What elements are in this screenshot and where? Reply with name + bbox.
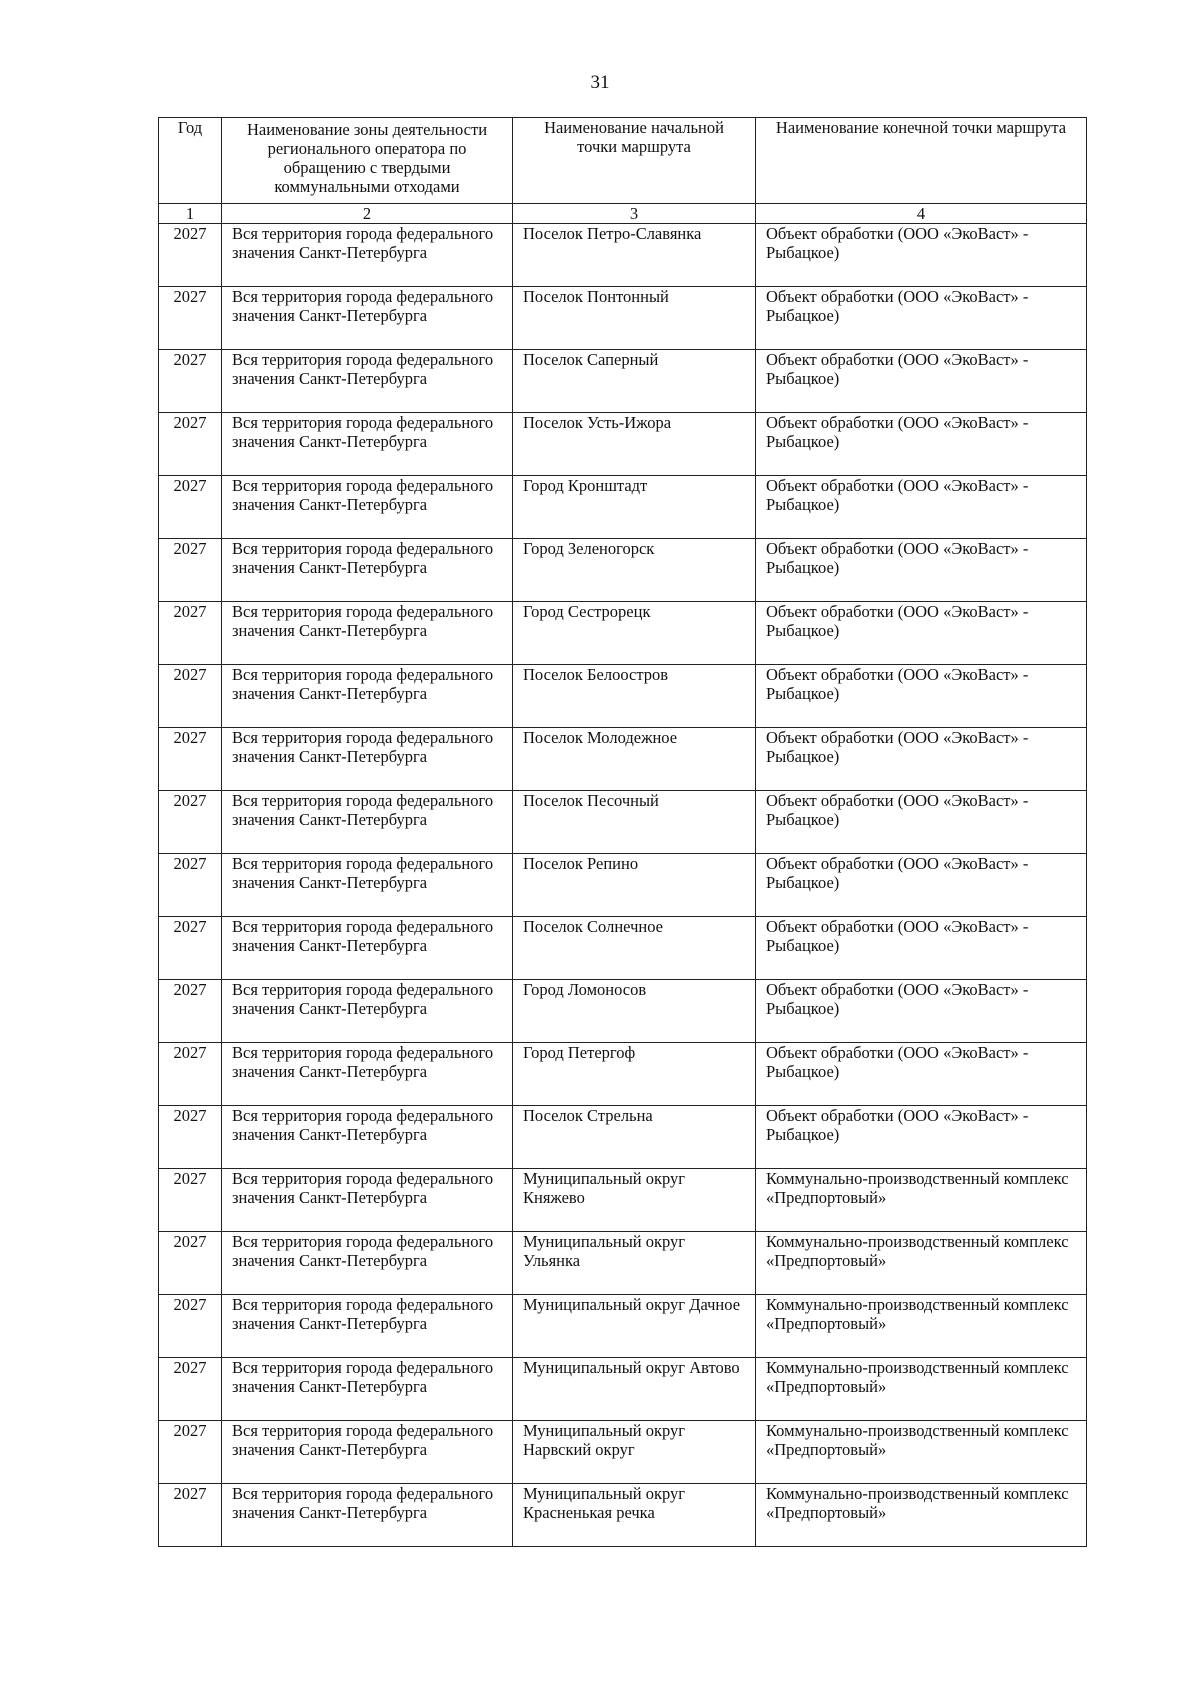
zone-cell: Вся территория города федерального значения Санкт-Петербурга xyxy=(222,413,513,476)
end-point-cell: Коммунально-производственный комплекс «Предпортовый» xyxy=(756,1232,1087,1295)
start-point-cell: Поселок Петро-Славянка xyxy=(513,224,756,287)
start-point-cell: Поселок Усть-Ижора xyxy=(513,413,756,476)
start-point-cell: Поселок Молодежное xyxy=(513,728,756,791)
zone-cell: Вся территория города федерального значения Санкт-Петербурга xyxy=(222,224,513,287)
end-point-cell: Объект обработки (ООО «ЭкоВаст» - Рыбацкое) xyxy=(756,665,1087,728)
zone-cell: Вся территория города федерального значения Санкт-Петербурга xyxy=(222,1232,513,1295)
year-cell: 2027 xyxy=(159,1484,222,1547)
year-cell: 2027 xyxy=(159,413,222,476)
end-point-cell: Объект обработки (ООО «ЭкоВаст» - Рыбацкое) xyxy=(756,350,1087,413)
table-row xyxy=(159,350,1087,413)
page-number: 31 xyxy=(590,72,610,93)
zone-cell: Вся территория города федерального значения Санкт-Петербурга xyxy=(222,1358,513,1421)
year-cell: 2027 xyxy=(159,917,222,980)
end-point-cell: Объект обработки (ООО «ЭкоВаст» - Рыбацкое) xyxy=(756,602,1087,665)
header-zone: Наименование зоны деятельности регионального оператора по обращению с твердыми коммунальными отходами xyxy=(222,118,513,204)
zone-cell: Вся территория города федерального значения Санкт-Петербурга xyxy=(222,791,513,854)
start-point-cell: Муниципальный округ Дачное xyxy=(513,1295,756,1358)
end-point-cell: Объект обработки (ООО «ЭкоВаст» - Рыбацкое) xyxy=(756,980,1087,1043)
end-point-cell: Объект обработки (ООО «ЭкоВаст» - Рыбацкое) xyxy=(756,224,1087,287)
table-row xyxy=(159,1358,1087,1421)
zone-cell: Вся территория города федерального значения Санкт-Петербурга xyxy=(222,728,513,791)
year-cell: 2027 xyxy=(159,476,222,539)
start-point-cell: Поселок Стрельна xyxy=(513,1106,756,1169)
column-number: 2 xyxy=(222,204,513,224)
table-body xyxy=(159,224,1087,1547)
column-number: 3 xyxy=(513,204,756,224)
year-cell: 2027 xyxy=(159,224,222,287)
start-point-cell: Город Зеленогорск xyxy=(513,539,756,602)
table-header-row xyxy=(159,118,1087,204)
start-point-cell: Муниципальный округ Нарвский округ xyxy=(513,1421,756,1484)
table-row xyxy=(159,854,1087,917)
start-point-cell: Поселок Понтонный xyxy=(513,287,756,350)
column-number: 4 xyxy=(756,204,1087,224)
start-point-cell: Город Петергоф xyxy=(513,1043,756,1106)
table-row xyxy=(159,539,1087,602)
year-cell: 2027 xyxy=(159,728,222,791)
start-point-cell: Муниципальный округ Ульянка xyxy=(513,1232,756,1295)
year-cell: 2027 xyxy=(159,1106,222,1169)
end-point-cell: Объект обработки (ООО «ЭкоВаст» - Рыбацкое) xyxy=(756,413,1087,476)
start-point-cell: Муниципальный округ Автово xyxy=(513,1358,756,1421)
table-row xyxy=(159,1106,1087,1169)
year-cell: 2027 xyxy=(159,1295,222,1358)
zone-cell: Вся территория города федерального значения Санкт-Петербурга xyxy=(222,1106,513,1169)
table-row xyxy=(159,224,1087,287)
table-row xyxy=(159,1232,1087,1295)
column-number: 1 xyxy=(159,204,222,224)
table-row xyxy=(159,1421,1087,1484)
table-row xyxy=(159,665,1087,728)
start-point-cell: Поселок Солнечное xyxy=(513,917,756,980)
zone-cell: Вся территория города федерального значения Санкт-Петербурга xyxy=(222,1421,513,1484)
year-cell: 2027 xyxy=(159,791,222,854)
table-row xyxy=(159,791,1087,854)
start-point-cell: Город Кронштадт xyxy=(513,476,756,539)
table-row xyxy=(159,917,1087,980)
start-point-cell: Поселок Саперный xyxy=(513,350,756,413)
zone-cell: Вся территория города федерального значения Санкт-Петербурга xyxy=(222,1169,513,1232)
column-number-row xyxy=(159,204,1087,224)
table-row xyxy=(159,1169,1087,1232)
table-row xyxy=(159,1484,1087,1547)
year-cell: 2027 xyxy=(159,287,222,350)
year-cell: 2027 xyxy=(159,1421,222,1484)
zone-cell: Вся территория города федерального значения Санкт-Петербурга xyxy=(222,476,513,539)
table-row xyxy=(159,980,1087,1043)
start-point-cell: Город Сестрорецк xyxy=(513,602,756,665)
zone-cell: Вся территория города федерального значения Санкт-Петербурга xyxy=(222,665,513,728)
zone-cell: Вся территория города федерального значения Санкт-Петербурга xyxy=(222,539,513,602)
year-cell: 2027 xyxy=(159,1043,222,1106)
start-point-cell: Муниципальный округ Красненькая речка xyxy=(513,1484,756,1547)
end-point-cell: Объект обработки (ООО «ЭкоВаст» - Рыбацкое) xyxy=(756,1043,1087,1106)
year-cell: 2027 xyxy=(159,665,222,728)
end-point-cell: Коммунально-производственный комплекс «Предпортовый» xyxy=(756,1169,1087,1232)
end-point-cell: Объект обработки (ООО «ЭкоВаст» - Рыбацкое) xyxy=(756,287,1087,350)
year-cell: 2027 xyxy=(159,350,222,413)
end-point-cell: Коммунально-производственный комплекс «Предпортовый» xyxy=(756,1358,1087,1421)
end-point-cell: Объект обработки (ООО «ЭкоВаст» - Рыбацкое) xyxy=(756,476,1087,539)
zone-cell: Вся территория города федерального значения Санкт-Петербурга xyxy=(222,917,513,980)
zone-cell: Вся территория города федерального значения Санкт-Петербурга xyxy=(222,980,513,1043)
start-point-cell: Поселок Белоостров xyxy=(513,665,756,728)
header-year: Год xyxy=(159,118,222,204)
year-cell: 2027 xyxy=(159,1232,222,1295)
header-end-point: Наименование конечной точки маршрута xyxy=(756,118,1087,204)
year-cell: 2027 xyxy=(159,980,222,1043)
zone-cell: Вся территория города федерального значения Санкт-Петербурга xyxy=(222,287,513,350)
header-start-point: Наименование начальной точки маршрута xyxy=(513,118,756,204)
year-cell: 2027 xyxy=(159,539,222,602)
zone-cell: Вся территория города федерального значения Санкт-Петербурга xyxy=(222,854,513,917)
year-cell: 2027 xyxy=(159,1169,222,1232)
end-point-cell: Коммунально-производственный комплекс «Предпортовый» xyxy=(756,1421,1087,1484)
zone-cell: Вся территория города федерального значения Санкт-Петербурга xyxy=(222,1043,513,1106)
end-point-cell: Коммунально-производственный комплекс «Предпортовый» xyxy=(756,1295,1087,1358)
year-cell: 2027 xyxy=(159,854,222,917)
zone-cell: Вся территория города федерального значения Санкт-Петербурга xyxy=(222,1295,513,1358)
start-point-cell: Муниципальный округ Княжево xyxy=(513,1169,756,1232)
table-row xyxy=(159,728,1087,791)
table-row xyxy=(159,287,1087,350)
year-cell: 2027 xyxy=(159,602,222,665)
zone-cell: Вся территория города федерального значения Санкт-Петербурга xyxy=(222,602,513,665)
start-point-cell: Поселок Репино xyxy=(513,854,756,917)
table-row xyxy=(159,476,1087,539)
end-point-cell: Объект обработки (ООО «ЭкоВаст» - Рыбацкое) xyxy=(756,539,1087,602)
end-point-cell: Объект обработки (ООО «ЭкоВаст» - Рыбацкое) xyxy=(756,1106,1087,1169)
end-point-cell: Объект обработки (ООО «ЭкоВаст» - Рыбацкое) xyxy=(756,854,1087,917)
table-row xyxy=(159,1295,1087,1358)
end-point-cell: Объект обработки (ООО «ЭкоВаст» - Рыбацкое) xyxy=(756,917,1087,980)
year-cell: 2027 xyxy=(159,1358,222,1421)
zone-cell: Вся территория города федерального значения Санкт-Петербурга xyxy=(222,350,513,413)
table-row xyxy=(159,413,1087,476)
end-point-cell: Коммунально-производственный комплекс «Предпортовый» xyxy=(756,1484,1087,1547)
zone-cell: Вся территория города федерального значения Санкт-Петербурга xyxy=(222,1484,513,1547)
end-point-cell: Объект обработки (ООО «ЭкоВаст» - Рыбацкое) xyxy=(756,728,1087,791)
end-point-cell: Объект обработки (ООО «ЭкоВаст» - Рыбацкое) xyxy=(756,791,1087,854)
start-point-cell: Поселок Песочный xyxy=(513,791,756,854)
table-row xyxy=(159,602,1087,665)
routes-table xyxy=(158,117,1087,1547)
start-point-cell: Город Ломоносов xyxy=(513,980,756,1043)
table-row xyxy=(159,1043,1087,1106)
